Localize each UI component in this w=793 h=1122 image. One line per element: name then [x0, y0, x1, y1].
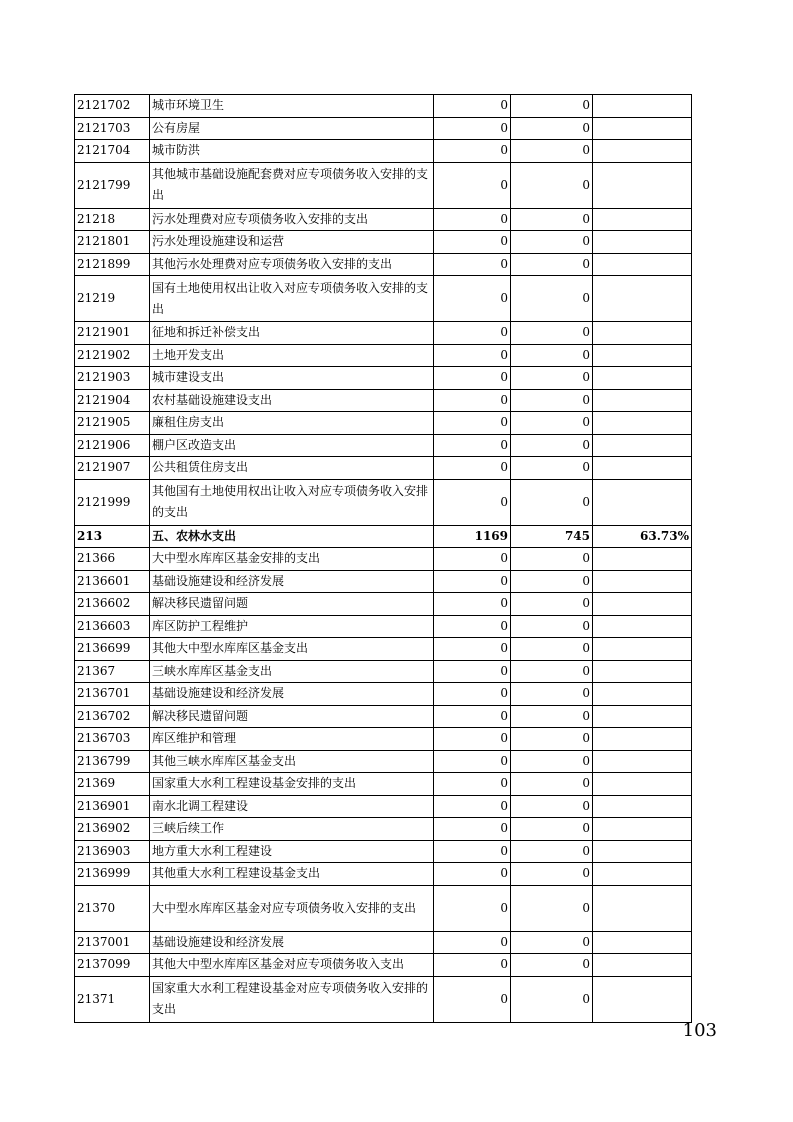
subject-code-cell: 2121903 — [75, 367, 150, 390]
table-row — [75, 683, 692, 706]
budget-amount-cell: 0 — [434, 344, 511, 367]
subject-name-cell: 城市建设支出 — [150, 367, 434, 390]
actual-amount-cell: 0 — [511, 750, 593, 773]
budget-amount-cell: 0 — [434, 548, 511, 571]
actual-amount-cell: 0 — [511, 683, 593, 706]
table-row — [75, 863, 692, 886]
subject-name-cell: 库区维护和管理 — [150, 728, 434, 751]
ratio-cell — [593, 615, 692, 638]
budget-amount-cell: 0 — [434, 140, 511, 163]
subject-name-cell: 基础设施建设和经济发展 — [150, 683, 434, 706]
subject-code-cell: 21219 — [75, 276, 150, 322]
subject-code-cell: 2136702 — [75, 705, 150, 728]
actual-amount-cell: 0 — [511, 548, 593, 571]
subject-code-cell: 2136903 — [75, 840, 150, 863]
actual-amount-cell: 0 — [511, 253, 593, 276]
subject-code-cell: 21366 — [75, 548, 150, 571]
subject-code-cell: 2136901 — [75, 795, 150, 818]
subject-name-cell: 农村基础设施建设支出 — [150, 389, 434, 412]
subject-code-cell: 2136603 — [75, 615, 150, 638]
subject-code-cell: 2121901 — [75, 322, 150, 345]
actual-amount-cell: 0 — [511, 638, 593, 661]
table-row — [75, 457, 692, 480]
table-row — [75, 140, 692, 163]
actual-amount-cell: 0 — [511, 412, 593, 435]
budget-amount-cell: 0 — [434, 367, 511, 390]
budget-amount-cell: 0 — [434, 931, 511, 954]
subject-code-cell: 2136699 — [75, 638, 150, 661]
subject-name-cell: 南水北调工程建设 — [150, 795, 434, 818]
budget-amount-cell: 0 — [434, 750, 511, 773]
page-number: 103 — [682, 1020, 717, 1041]
table-row — [75, 479, 692, 525]
subject-code-cell: 21371 — [75, 976, 150, 1022]
table-row — [75, 389, 692, 412]
ratio-cell — [593, 683, 692, 706]
subject-code-cell: 2121999 — [75, 479, 150, 525]
subject-name-cell: 城市防洪 — [150, 140, 434, 163]
budget-amount-cell: 0 — [434, 593, 511, 616]
budget-amount-cell: 0 — [434, 705, 511, 728]
budget-amount-cell: 0 — [434, 253, 511, 276]
table-row — [75, 276, 692, 322]
actual-amount-cell: 0 — [511, 570, 593, 593]
ratio-cell — [593, 705, 692, 728]
subject-code-cell: 2136799 — [75, 750, 150, 773]
budget-amount-cell: 0 — [434, 322, 511, 345]
actual-amount-cell: 0 — [511, 231, 593, 254]
subject-code-cell: 2137099 — [75, 954, 150, 977]
budget-amount-cell: 0 — [434, 773, 511, 796]
table-row — [75, 773, 692, 796]
budget-amount-cell: 0 — [434, 976, 511, 1022]
subject-code-cell: 2136703 — [75, 728, 150, 751]
subject-code-cell: 2121907 — [75, 457, 150, 480]
actual-amount-cell: 0 — [511, 95, 593, 118]
subject-name-cell: 城市环境卫生 — [150, 95, 434, 118]
table-row — [75, 660, 692, 683]
actual-amount-cell: 0 — [511, 162, 593, 208]
budget-amount-cell: 0 — [434, 840, 511, 863]
subject-name-cell: 其他污水处理费对应专项债务收入安排的支出 — [150, 253, 434, 276]
table-row — [75, 367, 692, 390]
ratio-cell — [593, 750, 692, 773]
subject-name-cell: 其他国有土地使用权出让收入对应专项债务收入安排的支出 — [150, 479, 434, 525]
budget-amount-cell: 0 — [434, 660, 511, 683]
subject-name-cell: 廉租住房支出 — [150, 412, 434, 435]
actual-amount-cell: 0 — [511, 593, 593, 616]
actual-amount-cell: 0 — [511, 208, 593, 231]
actual-amount-cell: 0 — [511, 728, 593, 751]
actual-amount-cell: 0 — [511, 615, 593, 638]
table-row — [75, 322, 692, 345]
table-row — [75, 705, 692, 728]
actual-amount-cell: 0 — [511, 434, 593, 457]
subject-name-cell: 五、农林水支出 — [150, 525, 434, 548]
table-row — [75, 728, 692, 751]
ratio-cell — [593, 95, 692, 118]
table-row — [75, 750, 692, 773]
actual-amount-cell: 0 — [511, 705, 593, 728]
subject-code-cell: 2136902 — [75, 818, 150, 841]
subject-code-cell: 21370 — [75, 885, 150, 931]
budget-amount-cell: 1169 — [434, 525, 511, 548]
table-row — [75, 548, 692, 571]
actual-amount-cell: 0 — [511, 976, 593, 1022]
ratio-cell: 63.73% — [593, 525, 692, 548]
subject-code-cell: 2136602 — [75, 593, 150, 616]
ratio-cell — [593, 728, 692, 751]
actual-amount-cell: 0 — [511, 117, 593, 140]
subject-name-cell: 公有房屋 — [150, 117, 434, 140]
ratio-cell — [593, 117, 692, 140]
subject-name-cell: 三峡水库库区基金支出 — [150, 660, 434, 683]
table-row — [75, 885, 692, 931]
subject-code-cell: 2121906 — [75, 434, 150, 457]
budget-amount-cell: 0 — [434, 885, 511, 931]
actual-amount-cell: 0 — [511, 773, 593, 796]
subject-code-cell: 2136701 — [75, 683, 150, 706]
table-body — [75, 95, 692, 1023]
subject-name-cell: 解决移民遗留问题 — [150, 705, 434, 728]
budget-amount-cell: 0 — [434, 570, 511, 593]
ratio-cell — [593, 412, 692, 435]
subject-name-cell: 地方重大水利工程建设 — [150, 840, 434, 863]
ratio-cell — [593, 818, 692, 841]
subject-code-cell: 2136999 — [75, 863, 150, 886]
actual-amount-cell: 745 — [511, 525, 593, 548]
table-row — [75, 954, 692, 977]
ratio-cell — [593, 773, 692, 796]
subject-name-cell: 大中型水库库区基金安排的支出 — [150, 548, 434, 571]
ratio-cell — [593, 976, 692, 1022]
subject-name-cell: 其他大中型水库库区基金对应专项债务收入支出 — [150, 954, 434, 977]
actual-amount-cell: 0 — [511, 140, 593, 163]
subject-name-cell: 国家重大水利工程建设基金对应专项债务收入安排的支出 — [150, 976, 434, 1022]
ratio-cell — [593, 276, 692, 322]
budget-amount-cell: 0 — [434, 412, 511, 435]
subject-code-cell: 2121899 — [75, 253, 150, 276]
subject-name-cell: 其他重大水利工程建设基金支出 — [150, 863, 434, 886]
table-row — [75, 412, 692, 435]
table-row — [75, 117, 692, 140]
ratio-cell — [593, 231, 692, 254]
actual-amount-cell: 0 — [511, 479, 593, 525]
subject-code-cell: 2121703 — [75, 117, 150, 140]
table-row — [75, 818, 692, 841]
ratio-cell — [593, 479, 692, 525]
budget-amount-cell: 0 — [434, 276, 511, 322]
subject-name-cell: 解决移民遗留问题 — [150, 593, 434, 616]
subject-name-cell: 其他大中型水库库区基金支出 — [150, 638, 434, 661]
table-row — [75, 434, 692, 457]
table-row — [75, 162, 692, 208]
subject-code-cell: 2137001 — [75, 931, 150, 954]
budget-amount-cell: 0 — [434, 434, 511, 457]
ratio-cell — [593, 863, 692, 886]
ratio-cell — [593, 885, 692, 931]
ratio-cell — [593, 570, 692, 593]
ratio-cell — [593, 931, 692, 954]
table-row — [75, 795, 692, 818]
table-row — [75, 615, 692, 638]
subject-name-cell: 污水处理设施建设和运营 — [150, 231, 434, 254]
ratio-cell — [593, 548, 692, 571]
subject-name-cell: 土地开发支出 — [150, 344, 434, 367]
budget-amount-cell: 0 — [434, 389, 511, 412]
budget-amount-cell: 0 — [434, 95, 511, 118]
table-row — [75, 931, 692, 954]
budget-amount-cell: 0 — [434, 457, 511, 480]
ratio-cell — [593, 140, 692, 163]
table-row — [75, 231, 692, 254]
table-row — [75, 95, 692, 118]
subject-name-cell: 国有土地使用权出让收入对应专项债务收入安排的支出 — [150, 276, 434, 322]
ratio-cell — [593, 208, 692, 231]
actual-amount-cell: 0 — [511, 276, 593, 322]
budget-amount-cell: 0 — [434, 728, 511, 751]
table-row — [75, 593, 692, 616]
subject-code-cell: 2121905 — [75, 412, 150, 435]
ratio-cell — [593, 840, 692, 863]
subject-name-cell: 库区防护工程维护 — [150, 615, 434, 638]
budget-amount-cell: 0 — [434, 954, 511, 977]
table-row — [75, 525, 692, 548]
subject-name-cell: 征地和拆迁补偿支出 — [150, 322, 434, 345]
table-row — [75, 570, 692, 593]
actual-amount-cell: 0 — [511, 795, 593, 818]
subject-code-cell: 2121801 — [75, 231, 150, 254]
actual-amount-cell: 0 — [511, 863, 593, 886]
ratio-cell — [593, 954, 692, 977]
subject-code-cell: 2121702 — [75, 95, 150, 118]
budget-amount-cell: 0 — [434, 479, 511, 525]
budget-amount-cell: 0 — [434, 231, 511, 254]
table-row — [75, 208, 692, 231]
subject-code-cell: 2121704 — [75, 140, 150, 163]
budget-amount-cell: 0 — [434, 162, 511, 208]
budget-amount-cell: 0 — [434, 615, 511, 638]
actual-amount-cell: 0 — [511, 818, 593, 841]
subject-code-cell: 21218 — [75, 208, 150, 231]
ratio-cell — [593, 253, 692, 276]
ratio-cell — [593, 389, 692, 412]
subject-name-cell: 其他三峡水库库区基金支出 — [150, 750, 434, 773]
subject-code-cell: 213 — [75, 525, 150, 548]
subject-name-cell: 大中型水库库区基金对应专项债务收入安排的支出 — [150, 885, 434, 931]
subject-name-cell: 其他城市基础设施配套费对应专项债务收入安排的支出 — [150, 162, 434, 208]
actual-amount-cell: 0 — [511, 457, 593, 480]
ratio-cell — [593, 434, 692, 457]
actual-amount-cell: 0 — [511, 367, 593, 390]
table-row — [75, 638, 692, 661]
table-row — [75, 344, 692, 367]
actual-amount-cell: 0 — [511, 931, 593, 954]
ratio-cell — [593, 593, 692, 616]
ratio-cell — [593, 162, 692, 208]
budget-amount-cell: 0 — [434, 683, 511, 706]
subject-code-cell: 2136601 — [75, 570, 150, 593]
ratio-cell — [593, 344, 692, 367]
ratio-cell — [593, 367, 692, 390]
actual-amount-cell: 0 — [511, 954, 593, 977]
budget-amount-cell: 0 — [434, 818, 511, 841]
subject-name-cell: 三峡后续工作 — [150, 818, 434, 841]
subject-code-cell: 21369 — [75, 773, 150, 796]
actual-amount-cell: 0 — [511, 344, 593, 367]
ratio-cell — [593, 795, 692, 818]
actual-amount-cell: 0 — [511, 885, 593, 931]
ratio-cell — [593, 660, 692, 683]
actual-amount-cell: 0 — [511, 660, 593, 683]
table-row — [75, 976, 692, 1022]
subject-name-cell: 棚户区改造支出 — [150, 434, 434, 457]
budget-amount-cell: 0 — [434, 638, 511, 661]
budget-amount-cell: 0 — [434, 795, 511, 818]
ratio-cell — [593, 638, 692, 661]
actual-amount-cell: 0 — [511, 322, 593, 345]
subject-name-cell: 基础设施建设和经济发展 — [150, 570, 434, 593]
subject-name-cell: 基础设施建设和经济发展 — [150, 931, 434, 954]
subject-name-cell: 公共租赁住房支出 — [150, 457, 434, 480]
table-row — [75, 253, 692, 276]
ratio-cell — [593, 322, 692, 345]
subject-code-cell: 2121799 — [75, 162, 150, 208]
budget-amount-cell: 0 — [434, 117, 511, 140]
actual-amount-cell: 0 — [511, 840, 593, 863]
budget-amount-cell: 0 — [434, 863, 511, 886]
subject-code-cell: 2121904 — [75, 389, 150, 412]
actual-amount-cell: 0 — [511, 389, 593, 412]
subject-code-cell: 2121902 — [75, 344, 150, 367]
budget-table — [74, 94, 692, 1023]
subject-code-cell: 21367 — [75, 660, 150, 683]
subject-name-cell: 国家重大水利工程建设基金安排的支出 — [150, 773, 434, 796]
budget-amount-cell: 0 — [434, 208, 511, 231]
ratio-cell — [593, 457, 692, 480]
subject-name-cell: 污水处理费对应专项债务收入安排的支出 — [150, 208, 434, 231]
table-row — [75, 840, 692, 863]
